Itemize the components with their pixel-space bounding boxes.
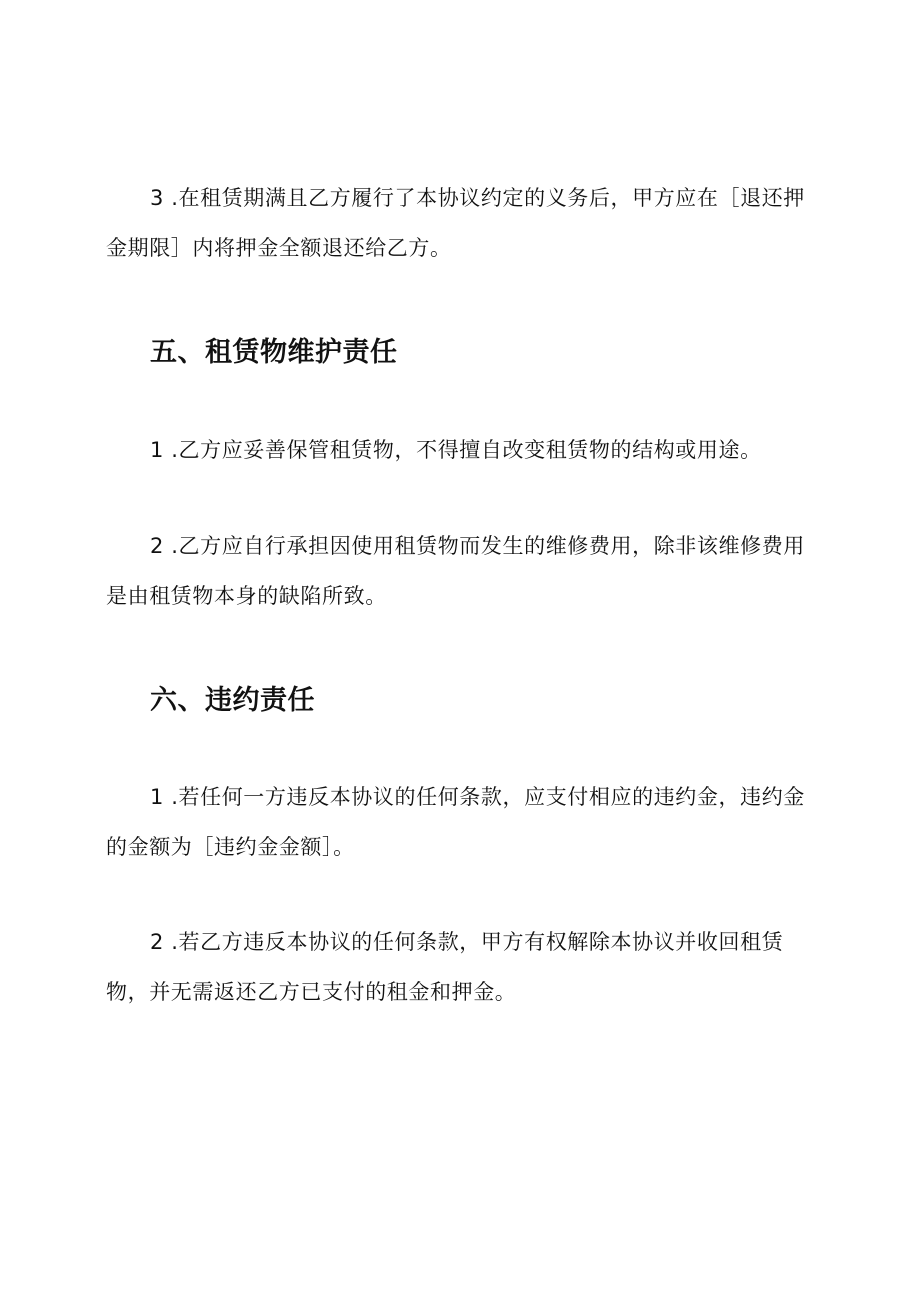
clause-6-2: 2 .若乙方违反本协议的任何条款，甲方有权解除本协议并收回租赁物，并无需返还乙方已支付的租金和押金。	[106, 930, 784, 1004]
clause-4-3: 3 .在租赁期满且乙方履行了本协议约定的义务后，甲方应在［退还押金期限］内将押金全额退还给乙方。	[106, 186, 805, 260]
clause-5-2: 2 .乙方应自行承担因使用租赁物而发生的维修费用，除非该维修费用是由租赁物本身的缺陷所致。	[106, 534, 805, 608]
section-6-heading: 六、违约责任	[150, 685, 315, 716]
clause-5-1: 1 .乙方应妥善保管租赁物，不得擅自改变租赁物的结构或用途。	[150, 438, 762, 462]
section-5-heading: 五、租赁物维护责任	[150, 337, 398, 368]
clause-6-1: 1 .若任何一方违反本协议的任何条款，应支付相应的违约金，违约金的金额为［违约金金额］。	[106, 785, 805, 859]
